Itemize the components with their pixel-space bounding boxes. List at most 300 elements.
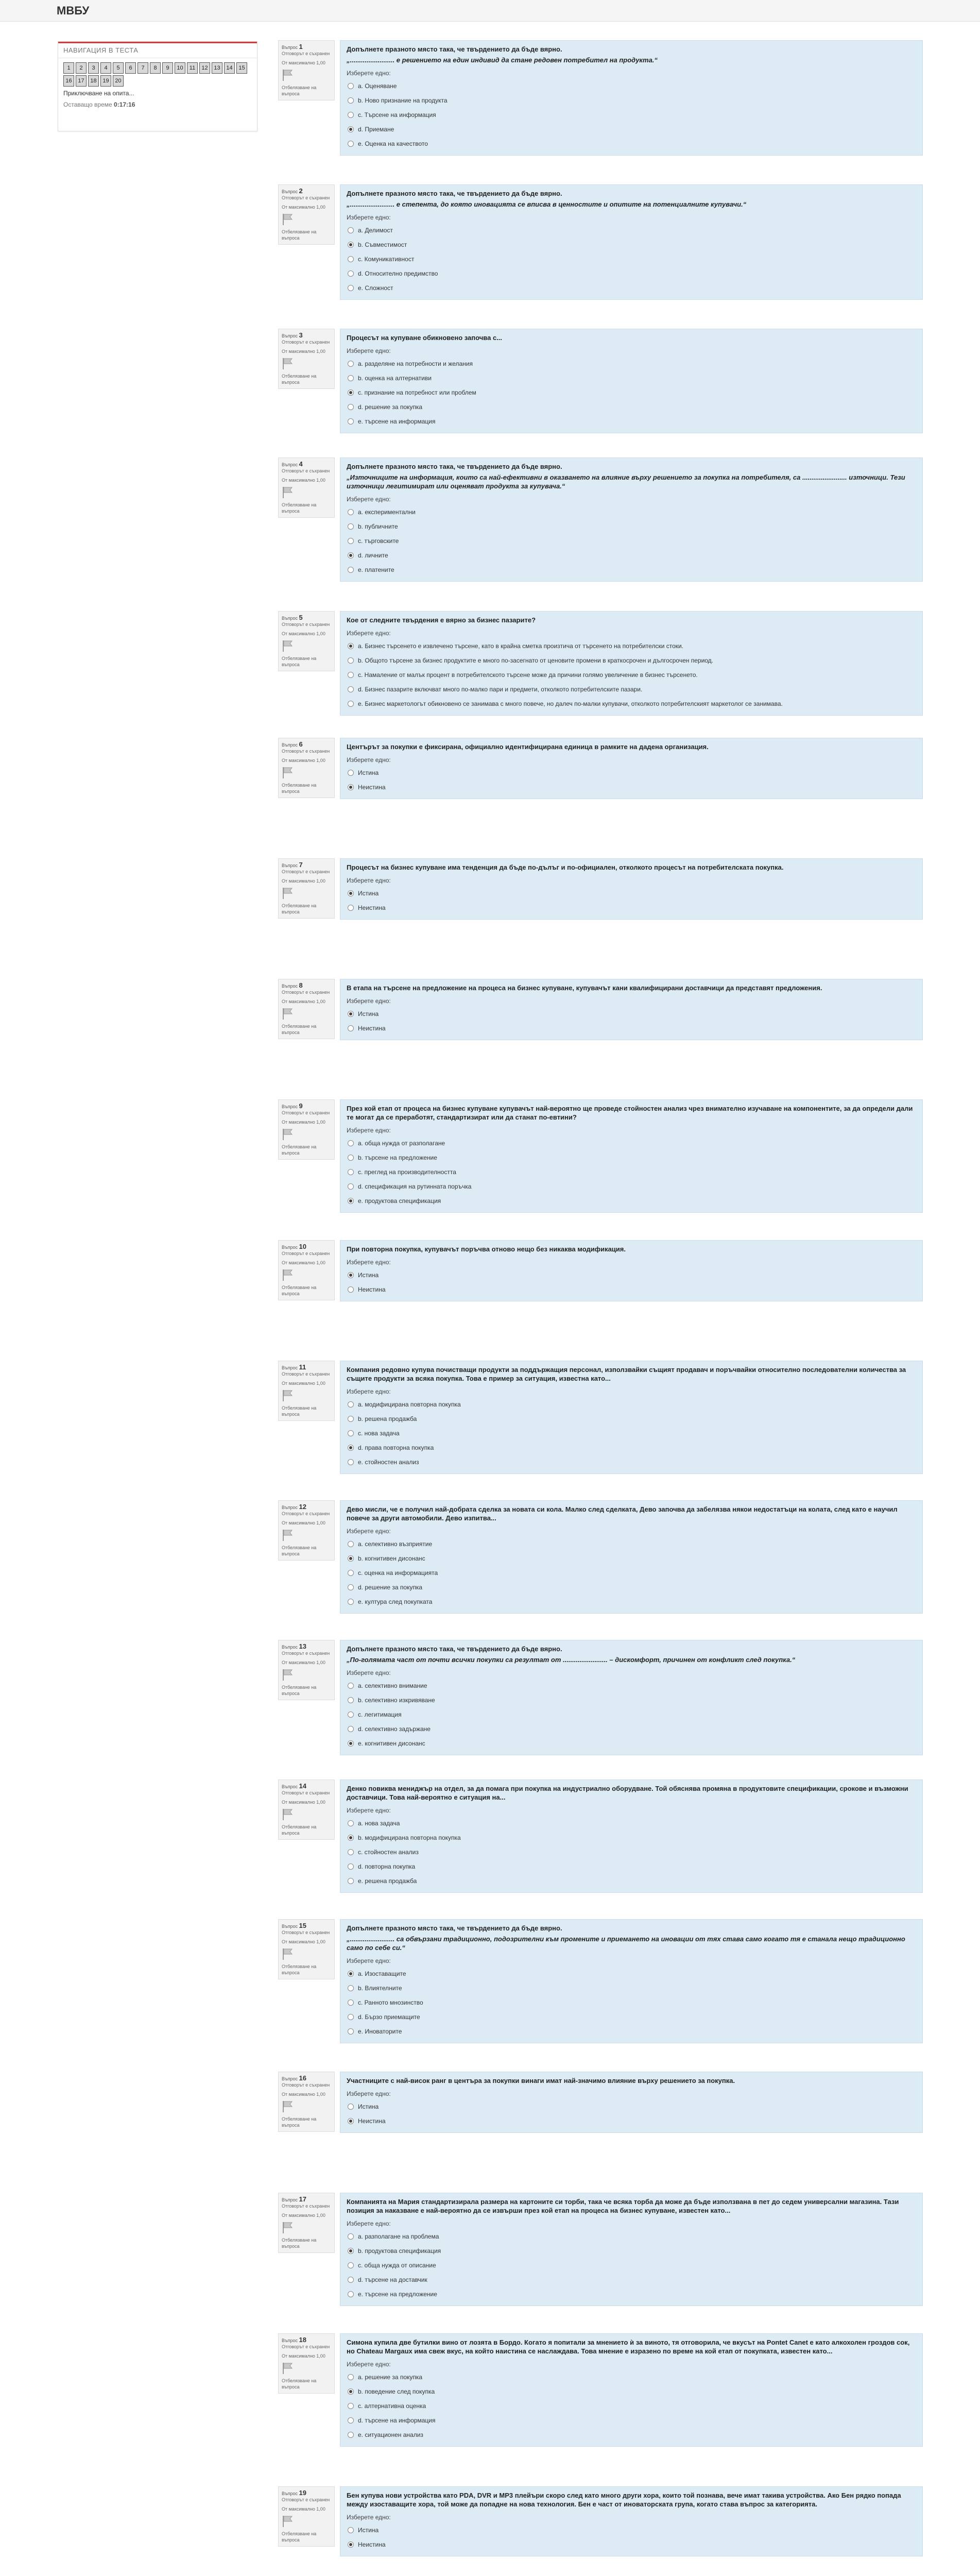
question-nav-button[interactable]: 17: [76, 75, 87, 87]
radio-button[interactable]: [348, 2541, 354, 2548]
question-nav-button[interactable]: 2: [76, 62, 87, 74]
flag-icon[interactable]: [282, 69, 293, 81]
answer-option-label[interactable]: b. модифицирана повторна покупка: [358, 1834, 461, 1841]
answer-option-label[interactable]: d. селективно задържане: [358, 1725, 431, 1733]
answer-option-label[interactable]: b. оценка на алтернативи: [358, 375, 432, 382]
answer-option[interactable]: [347, 1566, 916, 1580]
radio-button[interactable]: [348, 1863, 354, 1870]
answer-option[interactable]: [347, 223, 916, 238]
flag-icon[interactable]: [282, 486, 293, 499]
answer-option-label[interactable]: a. разполагане на проблема: [358, 2233, 439, 2240]
answer-option[interactable]: [347, 1021, 916, 1036]
answer-option-label[interactable]: c. Търсене на информация: [358, 111, 436, 118]
finish-attempt-link[interactable]: Приключване на опита...: [63, 90, 134, 97]
radio-button[interactable]: [348, 2417, 354, 2424]
radio-button[interactable]: [348, 1971, 354, 1977]
answer-option-label[interactable]: c. преглед на производителността: [358, 1168, 456, 1176]
answer-option-label[interactable]: a. селективно възприятие: [358, 1540, 433, 1548]
answer-option-label[interactable]: e. търсене на информация: [358, 418, 436, 425]
radio-button[interactable]: [348, 1835, 354, 1841]
radio-button[interactable]: [348, 1459, 354, 1465]
answer-option[interactable]: [347, 137, 916, 151]
answer-option[interactable]: [347, 357, 916, 371]
answer-option-label[interactable]: b. когнитивен дисонанс: [358, 1555, 425, 1562]
question-nav-button[interactable]: 3: [88, 62, 99, 74]
answer-option[interactable]: [347, 886, 916, 901]
radio-button[interactable]: [348, 1584, 354, 1590]
flag-question-label[interactable]: Отбелязване на въпроса: [282, 1285, 317, 1296]
flag-icon[interactable]: [282, 2362, 293, 2375]
radio-button[interactable]: [348, 2432, 354, 2438]
radio-button[interactable]: [348, 1726, 354, 1732]
flag-question-label[interactable]: Отбелязване на въпроса: [282, 1685, 317, 1696]
answer-option-label[interactable]: Неистина: [358, 1286, 386, 1293]
radio-button[interactable]: [348, 141, 354, 147]
radio-button[interactable]: [348, 1445, 354, 1451]
radio-button[interactable]: [348, 1430, 354, 1436]
answer-option[interactable]: [347, 697, 916, 711]
answer-option[interactable]: [347, 1995, 916, 2010]
answer-option-label[interactable]: Неистина: [358, 1025, 386, 1032]
radio-button[interactable]: [348, 1999, 354, 2006]
answer-option-label[interactable]: d. Бързо приемащите: [358, 2013, 420, 2021]
answer-prompt: Изберете едно:: [347, 2361, 391, 2368]
flag-icon[interactable]: [282, 1529, 293, 1541]
answer-option-label[interactable]: Истина: [358, 890, 379, 897]
answer-option[interactable]: [347, 1440, 916, 1455]
question-text-main: Центърът за покупки е фиксирана, официално идентифицирана единица в рамките на дадена организация.: [347, 743, 709, 751]
answer-option-label[interactable]: a. Делимост: [358, 227, 393, 234]
answer-option-label[interactable]: Истина: [358, 1272, 379, 1279]
answer-option[interactable]: [347, 1874, 916, 1888]
answer-option-label[interactable]: c. търговските: [358, 537, 399, 545]
flag-question-label[interactable]: Отбелязване на въпроса: [282, 1024, 317, 1035]
question-nav-button[interactable]: 11: [187, 62, 198, 74]
answer-option-label[interactable]: a. обща нужда от разполагане: [358, 1140, 445, 1147]
question-text: [347, 2076, 916, 2085]
answer-option[interactable]: [347, 2537, 916, 2552]
answer-option[interactable]: [347, 2258, 916, 2273]
answer-option-label[interactable]: d. права повторна покупка: [358, 1444, 434, 1451]
radio-button[interactable]: [348, 242, 354, 248]
answer-option[interactable]: [347, 281, 916, 295]
radio-button[interactable]: [348, 2118, 354, 2124]
answer-option[interactable]: [347, 1150, 916, 1165]
answer-option[interactable]: [347, 2010, 916, 2024]
answer-option[interactable]: [347, 1859, 916, 1874]
answer-option-label[interactable]: Истина: [358, 2103, 379, 2110]
question-nav-button[interactable]: 9: [162, 62, 173, 74]
radio-button[interactable]: [348, 1183, 354, 1190]
radio-button[interactable]: [348, 770, 354, 776]
answer-option-label[interactable]: c. признание на потребност или проблем: [358, 389, 476, 396]
question-nav-button[interactable]: 13: [212, 62, 222, 74]
question-nav-button[interactable]: 20: [113, 75, 124, 87]
answer-option-label[interactable]: e. култура след покупката: [358, 1598, 433, 1605]
flag-icon[interactable]: [282, 213, 293, 226]
radio-button[interactable]: [348, 1555, 354, 1562]
answer-option-label[interactable]: Неистина: [358, 784, 386, 791]
radio-button[interactable]: [348, 1878, 354, 1884]
question-nav-button[interactable]: 5: [113, 62, 124, 74]
question-nav-button[interactable]: 12: [199, 62, 210, 74]
question-nav-button[interactable]: 19: [100, 75, 111, 87]
answer-option-label[interactable]: d. търсене на доставчик: [358, 2276, 427, 2283]
answer-option-label[interactable]: d. търсене на информация: [358, 2417, 436, 2424]
answer-option[interactable]: [347, 1268, 916, 1282]
answer-option-label[interactable]: b. Общото търсене за бизнес продуктите е много по-засегнато от ценовите промени в краткосрочен и дългосрочен период.: [358, 657, 714, 664]
answer-option-label[interactable]: d. решение за покупка: [358, 1584, 423, 1591]
answer-option-label[interactable]: Неистина: [358, 904, 386, 911]
radio-button[interactable]: [348, 1683, 354, 1689]
answer-option[interactable]: [347, 2384, 916, 2399]
question-nav-button[interactable]: 6: [125, 62, 136, 74]
radio-button[interactable]: [348, 1011, 354, 1017]
radio-button[interactable]: [348, 2291, 354, 2297]
answer-option-label[interactable]: e. решена продажба: [358, 1877, 417, 1885]
radio-button[interactable]: [348, 1198, 354, 1204]
answer-option[interactable]: [347, 1736, 916, 1751]
radio-button[interactable]: [348, 905, 354, 911]
answer-option-label[interactable]: e. ситуационен анализ: [358, 2431, 423, 2438]
answer-option[interactable]: [347, 1831, 916, 1845]
radio-button[interactable]: [348, 552, 354, 558]
answer-option[interactable]: [347, 400, 916, 414]
answer-option-label[interactable]: a. Бизнес търсенето е извлечено търсене, като в крайна сметка произтича от търсенето на потребителски стоки.: [358, 642, 684, 650]
answer-option[interactable]: [347, 1845, 916, 1859]
flag-question-label[interactable]: Отбелязване на въпроса: [282, 374, 317, 385]
radio-button[interactable]: [348, 2262, 354, 2268]
radio-button[interactable]: [348, 890, 354, 896]
answer-option-label[interactable]: b. продуктова спецификация: [358, 2247, 441, 2255]
answer-option[interactable]: [347, 1282, 916, 1297]
radio-button[interactable]: [348, 784, 354, 790]
radio-button[interactable]: [348, 2014, 354, 2020]
answer-option-label[interactable]: a. модифицирана повторна покупка: [358, 1401, 461, 1408]
radio-button[interactable]: [348, 1711, 354, 1718]
answer-option-label[interactable]: c. Намаление от малък процент в потребителското търсене може да причини голямо увеличение в бизнес търсенето.: [358, 671, 698, 679]
flag-question-label[interactable]: Отбелязване на въпроса: [282, 1964, 317, 1975]
answer-option[interactable]: [347, 1816, 916, 1831]
answer-option-label[interactable]: b. Влиятелните: [358, 1985, 402, 1992]
flag-icon[interactable]: [282, 1128, 293, 1141]
answer-option[interactable]: [347, 93, 916, 108]
flag-question-label[interactable]: Отбелязване на въпроса: [282, 783, 317, 794]
answer-option-label[interactable]: e. когнитивен дисонанс: [358, 1740, 425, 1747]
flag-icon[interactable]: [282, 1389, 293, 1402]
answer-option-label[interactable]: e. платените: [358, 566, 394, 573]
radio-button[interactable]: [348, 686, 354, 692]
answer-option-label[interactable]: c. Ранното мнозинство: [358, 1999, 423, 2006]
flag-question-label[interactable]: Отбелязване на въпроса: [282, 85, 317, 96]
flag-icon[interactable]: [282, 887, 293, 900]
flag-question-label[interactable]: Отбелязване на въпроса: [282, 2238, 317, 2249]
answer-option[interactable]: [347, 1165, 916, 1179]
answer-option[interactable]: [347, 1722, 916, 1736]
flag-question-label[interactable]: Отбелязване на въпроса: [282, 1144, 317, 1156]
answer-option-label[interactable]: c. алтернативна оценка: [358, 2402, 426, 2410]
answer-option[interactable]: [347, 766, 916, 780]
question-info: [278, 1640, 335, 1700]
answer-option[interactable]: [347, 1136, 916, 1150]
answer-option-label[interactable]: Истина: [358, 769, 379, 776]
answer-option-label[interactable]: Неистина: [358, 2541, 386, 2548]
flag-question-label[interactable]: Отбелязване на въпроса: [282, 2531, 317, 2543]
flag-icon[interactable]: [282, 767, 293, 779]
flag-icon[interactable]: [282, 1669, 293, 1681]
answer-option[interactable]: [347, 1412, 916, 1426]
answer-option[interactable]: [347, 122, 916, 137]
answer-option-label[interactable]: e. Сложност: [358, 284, 393, 292]
answer-option[interactable]: [347, 1679, 916, 1693]
question-nav-button[interactable]: 4: [100, 62, 111, 74]
radio-button[interactable]: [348, 1401, 354, 1408]
radio-button[interactable]: [348, 701, 354, 707]
answer-option-label[interactable]: e. продуктова спецификация: [358, 1197, 441, 1205]
answer-option[interactable]: [347, 548, 916, 563]
radio-button[interactable]: [348, 1541, 354, 1547]
radio-button[interactable]: [348, 1169, 354, 1175]
answer-option-label[interactable]: a. нова задача: [358, 1820, 400, 1827]
answer-option[interactable]: [347, 1537, 916, 1551]
answer-option[interactable]: [347, 780, 916, 794]
answer-option[interactable]: [347, 1426, 916, 1440]
question-nav-button[interactable]: 14: [224, 62, 235, 74]
answer-option[interactable]: [347, 2114, 916, 2128]
radio-button[interactable]: [348, 523, 354, 530]
flag-icon[interactable]: [282, 2515, 293, 2528]
answer-option-label[interactable]: e. Иноваторите: [358, 2028, 402, 2035]
answer-option-label[interactable]: e. търсене на предложение: [358, 2291, 437, 2298]
question-nav-button[interactable]: 1: [63, 62, 74, 74]
answer-option[interactable]: [347, 639, 916, 653]
answer-option-label[interactable]: c. оценка на информацията: [358, 1569, 438, 1577]
answer-option-label[interactable]: b. Ново признание на продукта: [358, 97, 448, 104]
answer-option[interactable]: [347, 2024, 916, 2039]
answer-option[interactable]: [347, 2229, 916, 2244]
answer-option[interactable]: [347, 2244, 916, 2258]
radio-button[interactable]: [348, 1599, 354, 1605]
answer-option[interactable]: [347, 2399, 916, 2413]
radio-button[interactable]: [348, 509, 354, 515]
radio-button[interactable]: [348, 2248, 354, 2254]
radio-button[interactable]: [348, 2403, 354, 2409]
answer-option-label[interactable]: e. Бизнес маркетологът обикновено се занимава с много повече, но далеч по-малки купувачи, отколкото потребителският маркетолог се занимава.: [358, 700, 783, 707]
flag-question-label[interactable]: Отбелязване на въпроса: [282, 1545, 317, 1556]
flag-icon[interactable]: [282, 1008, 293, 1020]
flag-question-label[interactable]: Отбелязване на въпроса: [282, 2116, 317, 2128]
radio-button[interactable]: [348, 375, 354, 381]
radio-button[interactable]: [348, 2277, 354, 2283]
flag-question-label[interactable]: Отбелязване на въпроса: [282, 903, 317, 914]
flag-icon[interactable]: [282, 1269, 293, 1281]
radio-button[interactable]: [348, 2527, 354, 2533]
answer-option-label[interactable]: c. обща нужда от описание: [358, 2262, 436, 2269]
answer-option[interactable]: [347, 1580, 916, 1595]
question-nav-button[interactable]: 16: [63, 75, 74, 87]
answer-option[interactable]: [347, 2099, 916, 2114]
answer-option[interactable]: [347, 2523, 916, 2537]
radio-button[interactable]: [348, 2374, 354, 2380]
answer-option[interactable]: [347, 252, 916, 266]
answer-option-label[interactable]: Неистина: [358, 2117, 386, 2125]
answer-prompt: Изберете едно:: [347, 1388, 391, 1395]
answer-option[interactable]: [347, 79, 916, 93]
radio-button[interactable]: [348, 2104, 354, 2110]
radio-button[interactable]: [348, 1697, 354, 1703]
radio-button[interactable]: [348, 418, 354, 425]
answer-option-label[interactable]: Истина: [358, 2527, 379, 2534]
answer-option[interactable]: [347, 563, 916, 577]
answer-option-label[interactable]: d. спецификация на рутинната поръчка: [358, 1183, 472, 1190]
question-nav-button[interactable]: 10: [175, 62, 185, 74]
answer-option-label[interactable]: d. личните: [358, 552, 388, 559]
answer-option[interactable]: [347, 2428, 916, 2442]
answer-option-label[interactable]: e. Оценка на качеството: [358, 140, 428, 147]
answer-option[interactable]: [347, 1455, 916, 1469]
radio-button[interactable]: [348, 1985, 354, 1991]
question-points: От максимално 1,00: [282, 1520, 325, 1526]
answer-option[interactable]: [347, 1707, 916, 1722]
answer-option-label[interactable]: d. Приемане: [358, 126, 394, 133]
answer-option-label[interactable]: a. Оценяване: [358, 82, 397, 90]
flag-icon[interactable]: [282, 2222, 293, 2234]
flag-icon[interactable]: [282, 1948, 293, 1960]
answer-option[interactable]: [347, 371, 916, 385]
answer-option[interactable]: [347, 1551, 916, 1566]
flag-icon[interactable]: [282, 640, 293, 652]
answer-option-label[interactable]: d. Относително предимство: [358, 270, 438, 277]
answer-option-label[interactable]: b. търсене на предложение: [358, 1154, 437, 1161]
flag-question-label[interactable]: Отбелязване на въпроса: [282, 2378, 317, 2389]
answer-option[interactable]: [347, 385, 916, 400]
radio-button[interactable]: [348, 270, 354, 277]
answer-option-label[interactable]: c. легитимация: [358, 1711, 402, 1718]
answer-option-label[interactable]: a. експериментални: [358, 509, 416, 516]
question-nav-button[interactable]: 7: [137, 62, 148, 74]
answer-option[interactable]: [347, 653, 916, 668]
flag-question-label[interactable]: Отбелязване на въпроса: [282, 502, 317, 514]
answer-option-label[interactable]: a. селективно внимание: [358, 1682, 427, 1689]
radio-button[interactable]: [348, 227, 354, 233]
radio-button[interactable]: [348, 2388, 354, 2395]
radio-button[interactable]: [348, 1570, 354, 1576]
answer-option-label[interactable]: a. разделяне на потребности и желания: [358, 360, 473, 367]
radio-button[interactable]: [348, 361, 354, 367]
answer-option-label[interactable]: c. нова задача: [358, 1430, 400, 1437]
answer-option-label[interactable]: b. селективно изкривяване: [358, 1697, 435, 1704]
radio-button[interactable]: [348, 112, 354, 118]
answer-option[interactable]: [347, 238, 916, 252]
radio-button[interactable]: [348, 285, 354, 291]
radio-button[interactable]: [348, 1025, 354, 1031]
question-status: Отговорът е съхранен: [282, 1371, 330, 1377]
answer-option[interactable]: [347, 108, 916, 122]
question-nav-button[interactable]: 8: [150, 62, 161, 74]
flag-question-label[interactable]: Отбелязване на въпроса: [282, 1405, 317, 1417]
answer-option[interactable]: [347, 414, 916, 429]
radio-button[interactable]: [348, 657, 354, 664]
answer-option[interactable]: [347, 1693, 916, 1707]
flag-icon[interactable]: [282, 2100, 293, 2113]
answer-option-label[interactable]: a. решение за покупка: [358, 2374, 423, 2381]
answer-option[interactable]: [347, 1595, 916, 1609]
flag-icon[interactable]: [282, 358, 293, 370]
answer-option[interactable]: [347, 1967, 916, 1981]
answer-option-label[interactable]: b. решена продажба: [358, 1415, 417, 1422]
radio-button[interactable]: [348, 1820, 354, 1826]
answer-option-label[interactable]: d. Бизнес пазарите включват много по-малко пари и предмети, отколкото потребителските пазари.: [358, 686, 643, 693]
radio-button[interactable]: [348, 2028, 354, 2035]
radio-button[interactable]: [348, 1849, 354, 1855]
question-content: [340, 2486, 923, 2556]
answer-option[interactable]: [347, 1179, 916, 1194]
answer-option-label[interactable]: Истина: [358, 1010, 379, 1018]
answer-option-label[interactable]: e. стойностен анализ: [358, 1459, 419, 1466]
radio-button[interactable]: [348, 672, 354, 678]
radio-button[interactable]: [348, 538, 354, 544]
flag-question-label[interactable]: Отбелязване на въпроса: [282, 1824, 317, 1836]
flag-question-label[interactable]: Отбелязване на въпроса: [282, 229, 317, 241]
answer-option-label[interactable]: b. Съвместимост: [358, 241, 407, 248]
answer-option[interactable]: [347, 1194, 916, 1208]
answer-option[interactable]: [347, 668, 916, 682]
radio-button[interactable]: [348, 256, 354, 262]
answer-option[interactable]: [347, 534, 916, 548]
answer-option-label[interactable]: b. публичните: [358, 523, 398, 530]
answer-option-label[interactable]: c. Комуникативност: [358, 256, 415, 263]
answer-option[interactable]: [347, 505, 916, 519]
answer-option[interactable]: [347, 2413, 916, 2428]
radio-button[interactable]: [348, 567, 354, 573]
radio-button[interactable]: [348, 2233, 354, 2240]
radio-button[interactable]: [348, 389, 354, 396]
radio-button[interactable]: [348, 97, 354, 104]
answer-option[interactable]: [347, 266, 916, 281]
answer-option[interactable]: [347, 682, 916, 697]
top-bar: [0, 0, 980, 22]
answer-option[interactable]: [347, 1397, 916, 1412]
answer-option[interactable]: [347, 519, 916, 534]
radio-button[interactable]: [348, 643, 354, 649]
radio-button[interactable]: [348, 1272, 354, 1278]
radio-button[interactable]: [348, 1140, 354, 1146]
question-nav-button[interactable]: 15: [236, 62, 247, 74]
radio-button[interactable]: [348, 1416, 354, 1422]
answer-option[interactable]: [347, 1981, 916, 1995]
flag-icon[interactable]: [282, 1808, 293, 1821]
question-nav-button[interactable]: 18: [88, 75, 99, 87]
radio-button[interactable]: [348, 126, 354, 132]
radio-button[interactable]: [348, 1286, 354, 1293]
answer-option-label[interactable]: a. Изоставащите: [358, 1970, 406, 1977]
answer-option-label[interactable]: c. стойностен анализ: [358, 1849, 419, 1856]
flag-question-label[interactable]: Отбелязване на въпроса: [282, 656, 317, 667]
answer-option-label[interactable]: d. повторна покупка: [358, 1863, 416, 1870]
answer-option[interactable]: [347, 1007, 916, 1021]
answer-option[interactable]: [347, 2273, 916, 2287]
radio-button[interactable]: [348, 404, 354, 410]
answer-option[interactable]: [347, 2287, 916, 2301]
answer-option[interactable]: [347, 901, 916, 915]
site-brand[interactable]: МВБУ: [57, 4, 90, 17]
answer-option[interactable]: [347, 2370, 916, 2384]
radio-button[interactable]: [348, 1740, 354, 1747]
radio-button[interactable]: [348, 1155, 354, 1161]
answer-option-label[interactable]: d. решение за покупка: [358, 403, 423, 411]
radio-button[interactable]: [348, 83, 354, 89]
answer-option-label[interactable]: b. поведение след покупка: [358, 2388, 435, 2395]
